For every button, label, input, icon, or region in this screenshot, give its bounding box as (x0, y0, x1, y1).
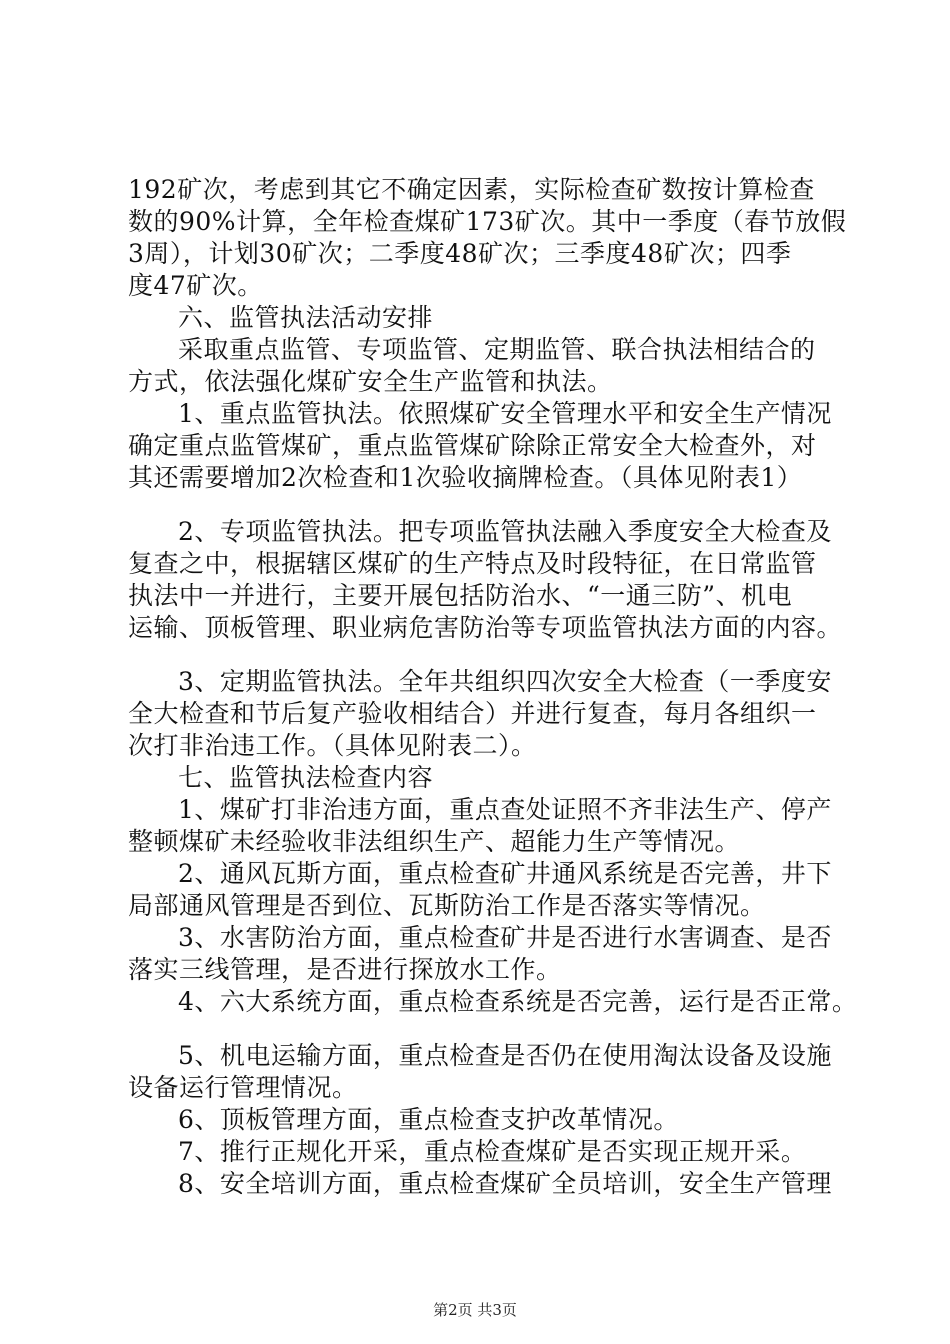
body-line-28: 6、顶板管理方面，重点检查支护改革情况。 (178, 1105, 679, 1134)
body-line-15: 3、定期监管执法。全年共组织四次安全大检查（一季度安 (178, 667, 832, 696)
body-line-27: 设备运行管理情况。 (128, 1073, 358, 1102)
body-line-4: 度47矿次。 (128, 271, 263, 300)
body-line-25: 4、六大系统方面，重点检查系统是否完善，运行是否正常。 (178, 987, 858, 1016)
body-line-1: 192矿次，考虑到其它不确定因素，实际检查矿数按计算检查 (128, 175, 815, 204)
body-line-13: 执法中一并进行，主要开展包括防治水、“一通三防”、机电 (128, 581, 793, 610)
body-line-2: 数的90%计算，全年检查煤矿173矿次。其中一季度（春节放假 (128, 207, 847, 236)
body-line-20: 整顿煤矿未经验收非法组织生产、超能力生产等情况。 (128, 827, 741, 856)
page-number-footer: 第2页 共3页 (433, 1301, 517, 1319)
body-line-26: 5、机电运输方面，重点检查是否仍在使用淘汰设备及设施 (178, 1041, 832, 1070)
body-line-29: 7、推行正规化开采，重点检查煤矿是否实现正规开采。 (178, 1137, 807, 1166)
body-line-24: 落实三线管理，是否进行探放水工作。 (128, 955, 562, 984)
body-line-11: 2、专项监管执法。把专项监管执法融入季度安全大检查及 (178, 517, 832, 546)
body-line-9: 确定重点监管煤矿，重点监管煤矿除除正常安全大检查外，对 (128, 431, 817, 460)
body-line-3: 3周），计划30矿次；二季度48矿次；三季度48矿次；四季 (128, 239, 792, 268)
body-line-30: 8、安全培训方面，重点检查煤矿全员培训，安全生产管理 (178, 1169, 832, 1198)
body-line-17: 次打非治违工作。（具体见附表二）。 (128, 731, 537, 760)
body-line-22: 局部通风管理是否到位、瓦斯防治工作是否落实等情况。 (128, 891, 766, 920)
body-line-23: 3、水害防治方面，重点检查矿井是否进行水害调查、是否 (178, 923, 832, 952)
section-heading-7: 七、监管执法检查内容 (178, 763, 434, 792)
body-line-12: 复查之中，根据辖区煤矿的生产特点及时段特征，在日常监管 (128, 549, 817, 578)
body-line-10: 其还需要增加2次检查和1次验收摘牌检查。（具体见附表1） (128, 463, 803, 492)
body-line-6: 采取重点监管、专项监管、定期监管、联合执法相结合的 (178, 335, 816, 364)
body-line-8: 1、重点监管执法。依照煤矿安全管理水平和安全生产情况 (178, 399, 832, 428)
body-line-16: 全大检查和节后复产验收相结合）并进行复查，每月各组织一 (128, 699, 817, 728)
body-line-21: 2、通风瓦斯方面，重点检查矿井通风系统是否完善，井下 (178, 859, 832, 888)
body-line-7: 方式，依法强化煤矿安全生产监管和执法。 (128, 367, 613, 396)
body-line-19: 1、煤矿打非治违方面，重点查处证照不齐非法生产、停产 (178, 795, 832, 824)
body-line-14: 运输、顶板管理、职业病危害防治等专项监管执法方面的内容。 (128, 613, 843, 642)
section-heading-6: 六、监管执法活动安排 (178, 303, 434, 332)
